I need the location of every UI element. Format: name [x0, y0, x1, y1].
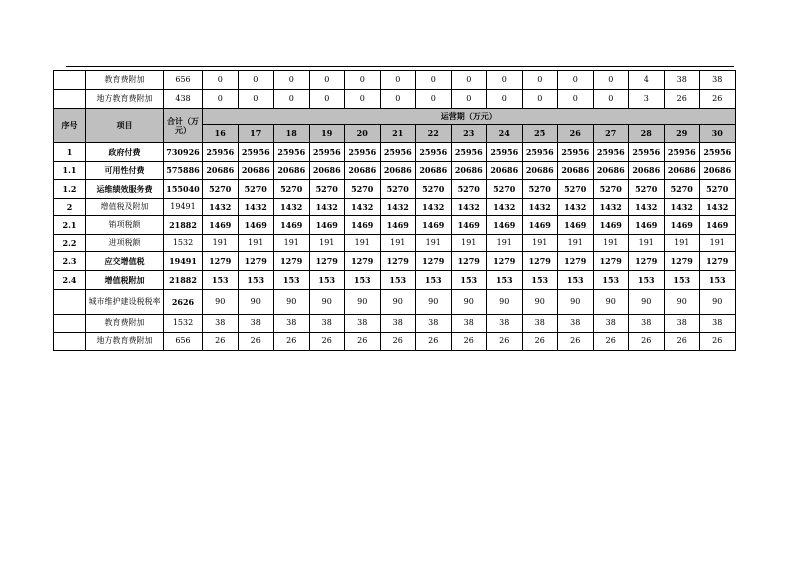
- value-cell: 25956: [345, 143, 381, 162]
- value-cell: 26: [700, 90, 736, 109]
- value-cell: 191: [522, 235, 558, 252]
- header-year: 30: [700, 125, 736, 143]
- value-cell: 26: [345, 333, 381, 351]
- table-row: [54, 180, 736, 199]
- value-cell: 191: [309, 235, 345, 252]
- seq-cell: 2.3: [54, 252, 86, 271]
- value-cell: 26: [309, 333, 345, 351]
- value-cell: 26: [203, 333, 239, 351]
- value-cell: 0: [380, 90, 416, 109]
- value-cell: 1469: [487, 216, 523, 235]
- value-cell: 191: [664, 235, 700, 252]
- seq-cell: 2.4: [54, 271, 86, 290]
- table-row: [54, 315, 736, 333]
- value-cell: 0: [238, 71, 274, 90]
- value-cell: 1469: [700, 216, 736, 235]
- value-cell: 20686: [593, 162, 629, 180]
- value-cell: 38: [238, 315, 274, 333]
- value-cell: 38: [203, 315, 239, 333]
- value-cell: 153: [593, 271, 629, 290]
- header-year: 24: [487, 125, 523, 143]
- table-row: [54, 199, 736, 216]
- value-cell: 38: [629, 315, 665, 333]
- value-cell: 25956: [522, 143, 558, 162]
- value-cell: 1469: [416, 216, 452, 235]
- value-cell: 1432: [558, 199, 594, 216]
- table-row: [54, 143, 736, 162]
- total-cell: 656: [164, 333, 203, 351]
- header-item: 项目: [86, 109, 164, 143]
- value-cell: 20686: [380, 162, 416, 180]
- value-cell: 1432: [380, 199, 416, 216]
- header-year: 20: [345, 125, 381, 143]
- value-cell: 191: [274, 235, 310, 252]
- item-cell: 销项税额: [86, 216, 164, 235]
- value-cell: 153: [451, 271, 487, 290]
- value-cell: 1469: [380, 216, 416, 235]
- seq-cell: 2: [54, 199, 86, 216]
- value-cell: 38: [593, 315, 629, 333]
- value-cell: 1469: [274, 216, 310, 235]
- value-cell: 20686: [629, 162, 665, 180]
- value-cell: 0: [487, 90, 523, 109]
- value-cell: 20686: [522, 162, 558, 180]
- value-cell: 90: [274, 290, 310, 315]
- value-cell: 20686: [309, 162, 345, 180]
- value-cell: 5270: [380, 180, 416, 199]
- value-cell: 38: [487, 315, 523, 333]
- value-cell: 0: [203, 71, 239, 90]
- value-cell: 90: [309, 290, 345, 315]
- value-cell: 38: [664, 315, 700, 333]
- value-cell: 1432: [203, 199, 239, 216]
- seq-cell: [54, 315, 86, 333]
- value-cell: 0: [416, 71, 452, 90]
- value-cell: 1469: [593, 216, 629, 235]
- value-cell: 1279: [700, 252, 736, 271]
- value-cell: 26: [416, 333, 452, 351]
- header-year: 27: [593, 125, 629, 143]
- value-cell: 0: [522, 90, 558, 109]
- value-cell: 1432: [629, 199, 665, 216]
- value-cell: 153: [522, 271, 558, 290]
- value-cell: 1279: [416, 252, 452, 271]
- value-cell: 26: [238, 333, 274, 351]
- value-cell: 5270: [664, 180, 700, 199]
- value-cell: 38: [700, 71, 736, 90]
- value-cell: 0: [309, 71, 345, 90]
- value-cell: 38: [522, 315, 558, 333]
- table-row: [54, 252, 736, 271]
- value-cell: 5270: [487, 180, 523, 199]
- value-cell: 153: [380, 271, 416, 290]
- value-cell: 1432: [700, 199, 736, 216]
- value-cell: 25956: [380, 143, 416, 162]
- value-cell: 5270: [522, 180, 558, 199]
- seq-cell: [54, 90, 86, 109]
- header-year: 19: [309, 125, 345, 143]
- table-row: [54, 235, 736, 252]
- table-row: [54, 216, 736, 235]
- value-cell: 191: [203, 235, 239, 252]
- value-cell: 0: [558, 90, 594, 109]
- value-cell: 1469: [345, 216, 381, 235]
- value-cell: 38: [274, 315, 310, 333]
- value-cell: 1469: [558, 216, 594, 235]
- total-cell: 21882: [164, 216, 203, 235]
- value-cell: 191: [700, 235, 736, 252]
- value-cell: 25956: [664, 143, 700, 162]
- value-cell: 1432: [274, 199, 310, 216]
- value-cell: 0: [238, 90, 274, 109]
- value-cell: 20686: [416, 162, 452, 180]
- total-cell: 575886: [164, 162, 203, 180]
- seq-cell: 1: [54, 143, 86, 162]
- value-cell: 1279: [629, 252, 665, 271]
- value-cell: 1279: [558, 252, 594, 271]
- value-cell: 26: [664, 90, 700, 109]
- item-cell: 教育费附加: [86, 71, 164, 90]
- table-row: [54, 271, 736, 290]
- value-cell: 153: [203, 271, 239, 290]
- value-cell: 38: [380, 315, 416, 333]
- value-cell: 1432: [664, 199, 700, 216]
- value-cell: 191: [345, 235, 381, 252]
- value-cell: 38: [700, 315, 736, 333]
- value-cell: 1469: [629, 216, 665, 235]
- value-cell: 0: [345, 71, 381, 90]
- total-cell: 19491: [164, 252, 203, 271]
- value-cell: 26: [593, 333, 629, 351]
- value-cell: 153: [345, 271, 381, 290]
- value-cell: 5270: [629, 180, 665, 199]
- value-cell: 191: [487, 235, 523, 252]
- item-cell: 政府付费: [86, 143, 164, 162]
- value-cell: 20686: [451, 162, 487, 180]
- value-cell: 1279: [522, 252, 558, 271]
- value-cell: 153: [238, 271, 274, 290]
- total-cell: 438: [164, 90, 203, 109]
- table-header-row: [54, 109, 736, 125]
- value-cell: 1469: [238, 216, 274, 235]
- item-cell: 运维绩效服务费: [86, 180, 164, 199]
- value-cell: 20686: [487, 162, 523, 180]
- value-cell: 0: [522, 71, 558, 90]
- header-year: 29: [664, 125, 700, 143]
- value-cell: 90: [629, 290, 665, 315]
- value-cell: 25956: [487, 143, 523, 162]
- value-cell: 38: [664, 71, 700, 90]
- value-cell: 5270: [416, 180, 452, 199]
- value-cell: 90: [593, 290, 629, 315]
- total-cell: 730926: [164, 143, 203, 162]
- value-cell: 3: [629, 90, 665, 109]
- value-cell: 26: [274, 333, 310, 351]
- item-cell: 地方教育费附加: [86, 333, 164, 351]
- value-cell: 26: [380, 333, 416, 351]
- value-cell: 191: [238, 235, 274, 252]
- value-cell: 20686: [700, 162, 736, 180]
- table-row: [54, 90, 736, 109]
- value-cell: 153: [700, 271, 736, 290]
- value-cell: 90: [416, 290, 452, 315]
- value-cell: 25956: [558, 143, 594, 162]
- total-cell: 1532: [164, 315, 203, 333]
- value-cell: 5270: [274, 180, 310, 199]
- value-cell: 26: [700, 333, 736, 351]
- value-cell: 90: [203, 290, 239, 315]
- value-cell: 153: [309, 271, 345, 290]
- value-cell: 25956: [238, 143, 274, 162]
- value-cell: 26: [451, 333, 487, 351]
- value-cell: 1432: [451, 199, 487, 216]
- value-cell: 25956: [451, 143, 487, 162]
- value-cell: 5270: [238, 180, 274, 199]
- seq-cell: 2.2: [54, 235, 86, 252]
- value-cell: 153: [664, 271, 700, 290]
- value-cell: 90: [664, 290, 700, 315]
- seq-cell: 2.1: [54, 216, 86, 235]
- value-cell: 0: [416, 90, 452, 109]
- value-cell: 153: [274, 271, 310, 290]
- value-cell: 0: [487, 71, 523, 90]
- table-row: [54, 333, 736, 351]
- value-cell: 153: [558, 271, 594, 290]
- value-cell: 26: [522, 333, 558, 351]
- value-cell: 90: [700, 290, 736, 315]
- value-cell: 25956: [416, 143, 452, 162]
- total-cell: 21882: [164, 271, 203, 290]
- value-cell: 1469: [522, 216, 558, 235]
- header-year: 16: [203, 125, 239, 143]
- value-cell: 20686: [203, 162, 239, 180]
- value-cell: 90: [522, 290, 558, 315]
- header-year: 28: [629, 125, 665, 143]
- value-cell: 26: [558, 333, 594, 351]
- seq-cell: [54, 290, 86, 315]
- value-cell: 0: [380, 71, 416, 90]
- header-year: 17: [238, 125, 274, 143]
- header-total: 合计（万元）: [164, 109, 203, 143]
- value-cell: 153: [629, 271, 665, 290]
- header-year: 26: [558, 125, 594, 143]
- item-cell: 教育费附加: [86, 315, 164, 333]
- value-cell: 25956: [274, 143, 310, 162]
- value-cell: 1279: [664, 252, 700, 271]
- item-cell: 应交增值税: [86, 252, 164, 271]
- value-cell: 25956: [700, 143, 736, 162]
- value-cell: 20686: [558, 162, 594, 180]
- value-cell: 1279: [238, 252, 274, 271]
- value-cell: 0: [593, 90, 629, 109]
- value-cell: 90: [487, 290, 523, 315]
- item-cell: 地方教育费附加: [86, 90, 164, 109]
- seq-cell: [54, 71, 86, 90]
- value-cell: 1432: [345, 199, 381, 216]
- value-cell: 1432: [522, 199, 558, 216]
- value-cell: 1432: [593, 199, 629, 216]
- header-year: 18: [274, 125, 310, 143]
- value-cell: 1279: [274, 252, 310, 271]
- document-body: [53, 70, 736, 351]
- item-cell: 进项税额: [86, 235, 164, 252]
- value-cell: 20686: [238, 162, 274, 180]
- value-cell: 5270: [203, 180, 239, 199]
- value-cell: 26: [664, 333, 700, 351]
- header-year: 22: [416, 125, 452, 143]
- value-cell: 0: [274, 71, 310, 90]
- value-cell: 5270: [558, 180, 594, 199]
- total-cell: 155040: [164, 180, 203, 199]
- header-year: 21: [380, 125, 416, 143]
- value-cell: 5270: [345, 180, 381, 199]
- value-cell: 4: [629, 71, 665, 90]
- value-cell: 1279: [309, 252, 345, 271]
- value-cell: 25956: [593, 143, 629, 162]
- value-cell: 1469: [664, 216, 700, 235]
- value-cell: 5270: [451, 180, 487, 199]
- value-cell: 26: [629, 333, 665, 351]
- header-seq: 序号: [54, 109, 86, 143]
- operating-period-table: [53, 70, 736, 351]
- table-row: [54, 162, 736, 180]
- value-cell: 5270: [593, 180, 629, 199]
- total-cell: 2626: [164, 290, 203, 315]
- value-cell: 20686: [345, 162, 381, 180]
- value-cell: 20686: [274, 162, 310, 180]
- value-cell: 1279: [451, 252, 487, 271]
- value-cell: 0: [593, 71, 629, 90]
- header-year: 23: [451, 125, 487, 143]
- value-cell: 0: [203, 90, 239, 109]
- value-cell: 20686: [664, 162, 700, 180]
- value-cell: 90: [345, 290, 381, 315]
- seq-cell: 1.2: [54, 180, 86, 199]
- value-cell: 0: [274, 90, 310, 109]
- value-cell: 90: [558, 290, 594, 315]
- value-cell: 38: [451, 315, 487, 333]
- seq-cell: [54, 333, 86, 351]
- value-cell: 26: [487, 333, 523, 351]
- total-cell: 656: [164, 71, 203, 90]
- value-cell: 25956: [629, 143, 665, 162]
- value-cell: 25956: [309, 143, 345, 162]
- value-cell: 1469: [451, 216, 487, 235]
- value-cell: 1432: [309, 199, 345, 216]
- value-cell: 38: [558, 315, 594, 333]
- total-cell: 19491: [164, 199, 203, 216]
- value-cell: 38: [345, 315, 381, 333]
- value-cell: 1279: [593, 252, 629, 271]
- item-cell: 可用性付费: [86, 162, 164, 180]
- header-period: 运营期（万元）: [203, 109, 736, 125]
- header-year: 25: [522, 125, 558, 143]
- value-cell: 38: [416, 315, 452, 333]
- value-cell: 90: [238, 290, 274, 315]
- value-cell: 153: [416, 271, 452, 290]
- item-cell: 城市维护建设税税率: [86, 290, 164, 315]
- value-cell: 1469: [309, 216, 345, 235]
- value-cell: 90: [380, 290, 416, 315]
- seq-cell: 1.1: [54, 162, 86, 180]
- value-cell: 0: [451, 90, 487, 109]
- value-cell: 1279: [487, 252, 523, 271]
- value-cell: 0: [558, 71, 594, 90]
- value-cell: 1432: [238, 199, 274, 216]
- value-cell: 1279: [380, 252, 416, 271]
- table-row: [54, 71, 736, 90]
- value-cell: 1279: [203, 252, 239, 271]
- value-cell: 191: [593, 235, 629, 252]
- page-header-rule: [66, 66, 734, 67]
- item-cell: 增值税附加: [86, 271, 164, 290]
- table-row: [54, 290, 736, 315]
- value-cell: 5270: [700, 180, 736, 199]
- value-cell: 5270: [309, 180, 345, 199]
- value-cell: 0: [451, 71, 487, 90]
- value-cell: 38: [309, 315, 345, 333]
- value-cell: 0: [345, 90, 381, 109]
- value-cell: 1279: [345, 252, 381, 271]
- value-cell: 1469: [203, 216, 239, 235]
- value-cell: 90: [451, 290, 487, 315]
- value-cell: 153: [487, 271, 523, 290]
- value-cell: 0: [309, 90, 345, 109]
- item-cell: 增值税及附加: [86, 199, 164, 216]
- value-cell: 191: [558, 235, 594, 252]
- value-cell: 25956: [203, 143, 239, 162]
- value-cell: 1432: [416, 199, 452, 216]
- value-cell: 191: [451, 235, 487, 252]
- total-cell: 1532: [164, 235, 203, 252]
- value-cell: 191: [416, 235, 452, 252]
- value-cell: 191: [629, 235, 665, 252]
- value-cell: 191: [380, 235, 416, 252]
- value-cell: 1432: [487, 199, 523, 216]
